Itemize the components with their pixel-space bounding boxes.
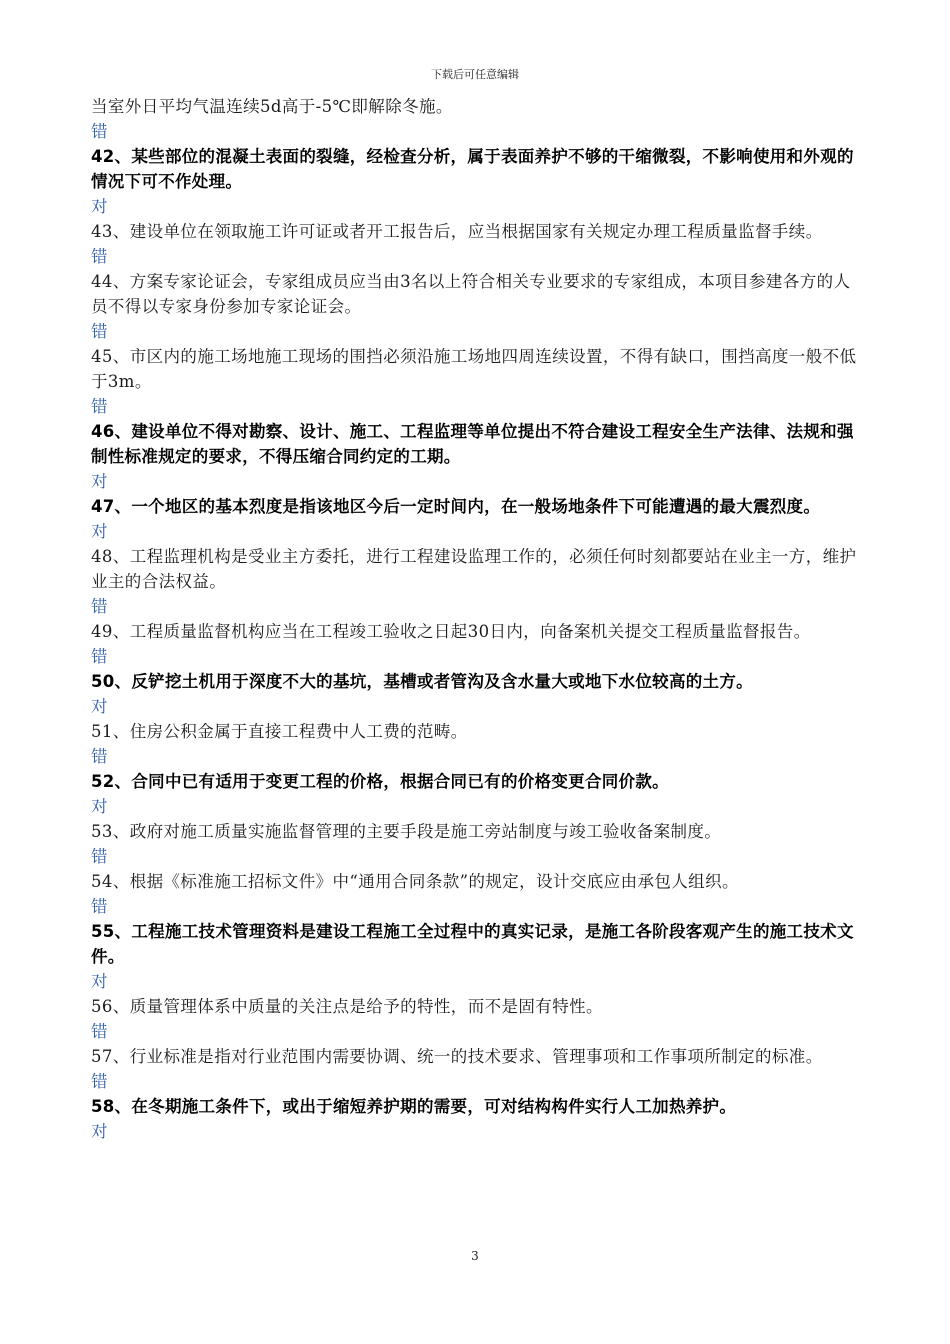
question-text: 54、根据《标准施工招标文件》中“通用合同条款”的规定，设计交底应由承包人组织。 [91, 872, 739, 891]
answer-text: 对 [91, 797, 108, 816]
question-text: 45、市区内的施工场地施工现场的围挡必须沿施工场地四周连续设置，不得有缺口，围挡高度一般不低于3m。 [91, 347, 857, 391]
question-text: 56、质量管理体系中质量的关注点是给予的特性，而不是固有特性。 [91, 997, 603, 1016]
answer-text: 错 [91, 747, 108, 766]
question-text: 44、方案专家论证会，专家组成员应当由3名以上符合相关专业要求的专家组成，本项目参建各方的人员不得以专家身份参加专家论证会。 [91, 272, 851, 316]
question-text: 当室外日平均气温连续5d高于-5℃即解除冬施。 [91, 97, 453, 116]
answer-text: 错 [91, 1022, 108, 1041]
question-text: 46、建设单位不得对勘察、设计、施工、工程监理等单位提出不符合建设工程安全生产法律、法规和强制性标准规定的要求，不得压缩合同约定的工期。 [91, 422, 854, 466]
question-text: 50、反铲挖土机用于深度不大的基坑，基槽或者管沟及含水量大或地下水位较高的土方。 [91, 672, 753, 691]
answer-text: 错 [91, 897, 108, 916]
answer-text: 对 [91, 697, 108, 716]
answer-text: 错 [91, 597, 108, 616]
answer-text: 错 [91, 122, 108, 141]
answer-text: 对 [91, 522, 108, 541]
page-number: 3 [471, 1249, 479, 1263]
answer-text: 错 [91, 647, 108, 666]
answer-text: 对 [91, 1122, 108, 1141]
question-text: 51、住房公积金属于直接工程费中人工费的范畴。 [91, 722, 468, 741]
question-text: 55、工程施工技术管理资料是建设工程施工全过程中的真实记录，是施工各阶段客观产生的施工技术文件。 [91, 922, 854, 966]
question-text: 49、工程质量监督机构应当在工程竣工验收之日起30日内，向备案机关提交工程质量监督报告。 [91, 622, 811, 641]
question-text: 43、建设单位在领取施工许可证或者开工报告后，应当根据国家有关规定办理工程质量监督手续。 [91, 222, 823, 241]
answer-text: 对 [91, 472, 108, 491]
page-header: 下载后可任意编辑 [431, 68, 519, 81]
answer-text: 错 [91, 1072, 108, 1091]
answer-text: 错 [91, 847, 108, 866]
question-list [91, 94, 866, 1144]
answer-text: 对 [91, 197, 108, 216]
answer-text: 错 [91, 397, 108, 416]
question-text: 47、一个地区的基本烈度是指该地区今后一定时间内，在一般场地条件下可能遭遇的最大震烈度。 [91, 497, 821, 516]
answer-text: 错 [91, 322, 108, 341]
question-text: 52、合同中已有适用于变更工程的价格，根据合同已有的价格变更合同价款。 [91, 772, 669, 791]
answer-text: 对 [91, 972, 108, 991]
question-text: 53、政府对施工质量实施监督管理的主要手段是施工旁站制度与竣工验收备案制度。 [91, 822, 722, 841]
question-text: 57、行业标准是指对行业范围内需要协调、统一的技术要求、管理事项和工作事项所制定的标准。 [91, 1047, 823, 1066]
answer-text: 错 [91, 247, 108, 266]
question-text: 48、工程监理机构是受业主方委托，进行工程建设监理工作的，必须任何时刻都要站在业主一方，维护业主的合法权益。 [91, 547, 857, 591]
question-text: 58、在冬期施工条件下，或出于缩短养护期的需要，可对结构构件实行人工加热养护。 [91, 1097, 737, 1116]
question-text: 42、某些部位的混凝土表面的裂缝，经检查分析，属于表面养护不够的干缩微裂，不影响使用和外观的情况下可不作处理。 [91, 147, 854, 191]
